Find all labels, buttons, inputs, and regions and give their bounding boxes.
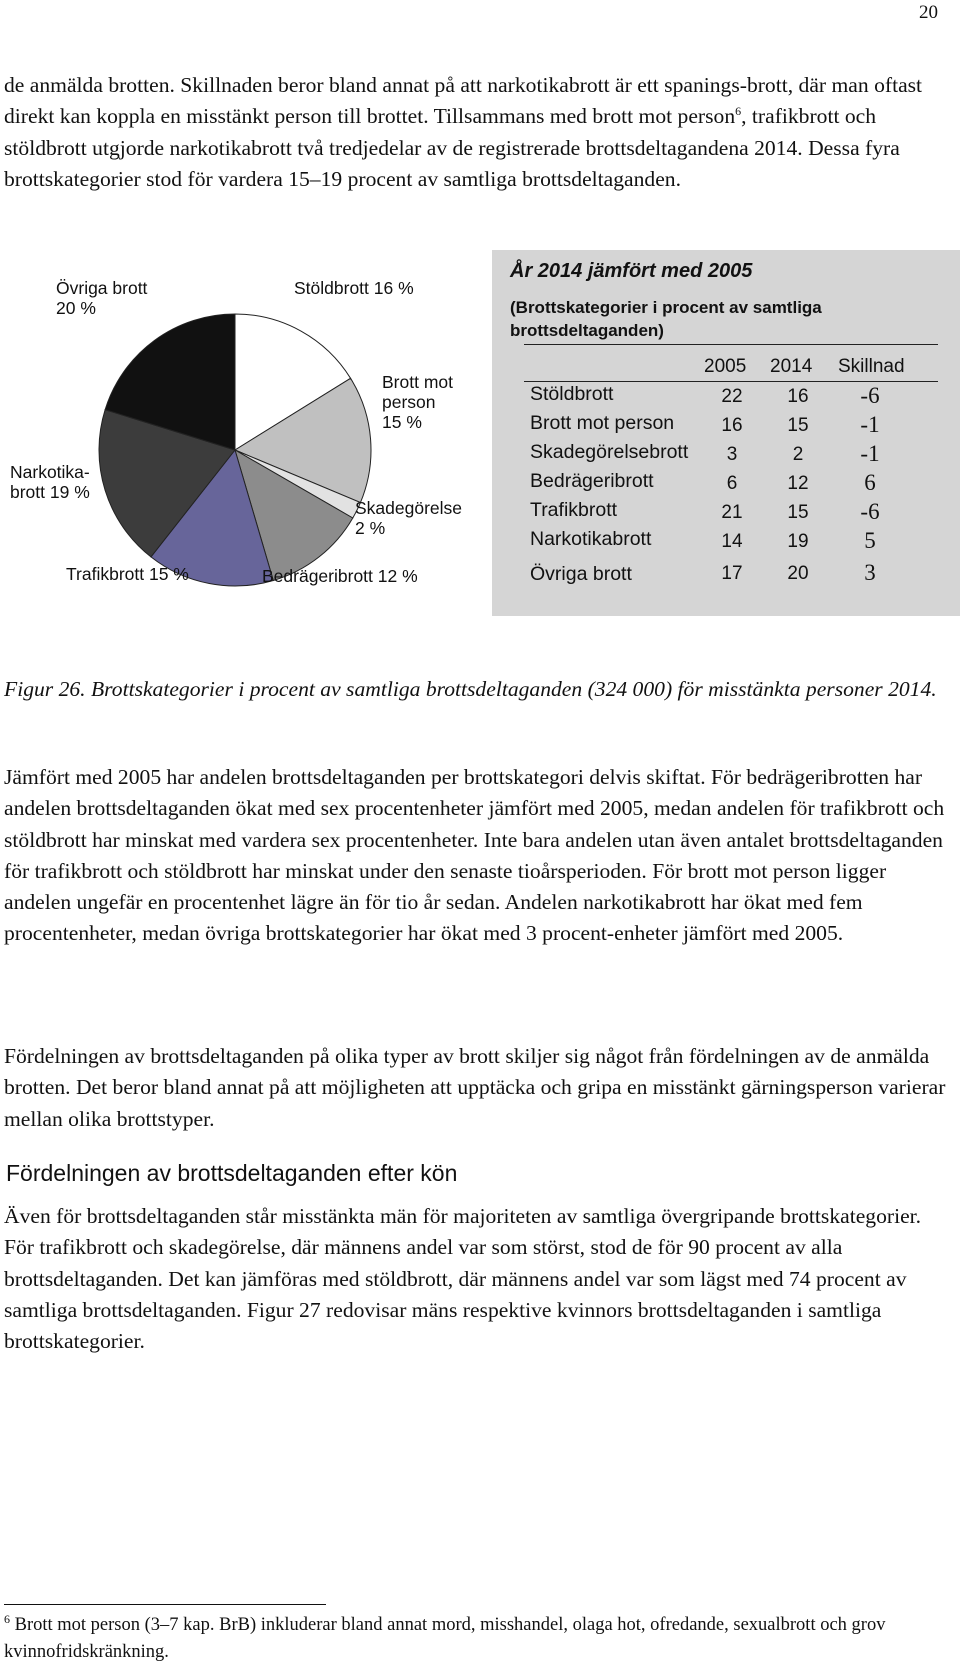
header-2014: 2014 [770, 356, 813, 377]
pie-slices [99, 314, 371, 586]
pie-label-line: Övriga brott [56, 278, 148, 298]
pie-label-line: person [382, 392, 436, 412]
table-top-rule [524, 344, 938, 345]
row-label-skadegorelsebrott: Skadegörelsebrott [530, 441, 689, 463]
row-label-stoldbrott: Stöldbrott [530, 383, 614, 405]
figure-caption: Figur 26. Brottskategorier i procent av samtliga brottsdeltaganden (324 000) för misstänkta personer 2014. [4, 677, 937, 701]
paragraph-comparison: Jämfört med 2005 har andelen brottsdeltaganden per brottskategori delvis skiftat. För bedrägeribrotten har andelen brottsdeltaganden ökat med sex procentenheter jämfört med 2005, medan andelen för trafikbrott och stöldbrott har minskat med vardera sex procentenheter. Inte bara andelen utan även antalet brottsdeltaganden för trafikbrott och stöldbrott har minskat under den senaste tioårsperioden. För brott mot person ligger andelen ungefär en procentenhet lägre än för tio år sedan. Andelen narkotikabrott har ökat med fem procentenheter, medan övriga brottskategorier har ökat med 3 procent-enheter jämfört med 2005. [4, 765, 945, 946]
cell-skillnad: 5 [864, 528, 876, 553]
cell-2005: 14 [721, 531, 743, 552]
paragraph-distribution: Fördelningen av brottsdeltaganden på olika typer av brott skiljer sig något från fördelningen av de anmälda brotten. Det beror bland annat på att möjligheten att upptäcka och gripa en misstänkt gärningsperson varierar mellan olika brottstyper. [4, 1044, 946, 1131]
header-skillnad: Skillnad [838, 356, 905, 377]
table-header-rule [524, 381, 938, 382]
pie-label-4 [66, 564, 189, 584]
footnote-rule [4, 1604, 326, 1605]
cell-skillnad: -1 [860, 412, 880, 437]
cell-2014: 16 [787, 386, 809, 407]
cell-2014: 15 [787, 502, 809, 523]
footnote-text: Brott mot person (3–7 kap. BrB) inkluderar bland annat mord, misshandel, olaga hot, ofredande, sexualbrott och grov kvinnofridskränkning. [4, 1615, 886, 1662]
pie-label-0 [294, 278, 414, 298]
footnote [4, 1612, 948, 1666]
row-label-bedrageribrott: Bedrägeribrott [530, 470, 654, 492]
page-number: 20 [919, 2, 938, 23]
cell-2014: 15 [787, 415, 809, 436]
cell-2014: 19 [787, 531, 809, 552]
paragraph-intro [4, 70, 948, 195]
header-2005: 2005 [704, 356, 747, 377]
section-heading: Fördelningen av brottsdeltaganden efter kön [6, 1160, 458, 1186]
cell-skillnad: 3 [864, 560, 876, 585]
row-label-trafikbrott: Trafikbrott [530, 499, 618, 521]
cell-2005: 3 [726, 444, 738, 465]
pie-label-line: brott 19 % [10, 482, 90, 502]
pie-label-2 [355, 498, 462, 538]
cell-2005: 21 [721, 502, 743, 523]
cell-skillnad: 6 [864, 470, 876, 495]
pie-label-3 [262, 566, 418, 586]
pie-label-line: Bedrägeribrott 12 % [262, 566, 418, 586]
cell-2014: 20 [787, 563, 809, 584]
paragraph-gender: Även för brottsdeltaganden står misstänkta män för majoriteten av samtliga övergripande brottskategorier. För trafikbrott och skadegörelse, där männens andel var som störst, stod de för 90 procent av alla brottsdeltaganden. Det kan jämföras med stöldbrott, där männens andel var som lägst med 74 procent av samtliga brottsdeltaganden. Figur 27 redovisar mäns respektive kvinnors brottsdeltaganden i samtliga brottskategorier. [4, 1204, 922, 1354]
pie-label-line: 20 % [56, 298, 96, 318]
cell-skillnad: -6 [860, 383, 880, 408]
pie-label-line: Stöldbrott 16 % [294, 278, 414, 298]
pie-label-1 [382, 372, 453, 432]
cell-2005: 16 [721, 415, 743, 436]
cell-2005: 22 [721, 386, 743, 407]
pie-label-line: Skadegörelse [355, 498, 463, 518]
cell-skillnad: -1 [860, 441, 880, 466]
pie-chart [0, 268, 490, 608]
cell-skillnad: -6 [860, 499, 880, 524]
cell-2014: 2 [792, 444, 804, 465]
cell-2005: 6 [726, 473, 738, 494]
paragraph-intro-text-a: de anmälda brotten. Skillnaden beror bland annat på att narkotikabrott är ett spanings-brott, där man oftast direkt kan koppla en misstänkt person till brottet. Tillsammans med brott mot person [4, 73, 923, 129]
pie-label-6 [56, 278, 148, 318]
table-subtitle: (Brottskategorier i procent av samtliga brottsdeltaganden) [510, 298, 822, 340]
pie-label-line: Trafikbrott 15 % [66, 564, 189, 584]
table-title: År 2014 jämfört med 2005 [510, 260, 753, 282]
comparison-table [492, 250, 960, 616]
footnote-reference[interactable]: 6 [735, 104, 742, 119]
row-label-brott-mot-person: Brott mot person [530, 412, 675, 434]
row-label-ovriga-brott: Övriga brott [530, 563, 632, 585]
row-label-narkotikabrott: Narkotikabrott [530, 528, 652, 550]
pie-label-line: Narkotika- [10, 462, 90, 482]
cell-2014: 12 [787, 473, 809, 494]
paragraph-intro-text-b: , trafikbrott och stöldbrott utgjorde narkotikabrott två tredjedelar av de registrerade brottsdeltagandena 2014. Dessa fyra brottskategorier stod för vardera 15–19 procent av samtliga brottsdeltaganden. [4, 104, 900, 191]
pie-label-line: 2 % [355, 518, 386, 538]
cell-2005: 17 [721, 563, 743, 584]
footnote-number: 6 [4, 1611, 10, 1626]
pie-label-line: Brott mot [382, 372, 453, 392]
pie-label-5 [10, 462, 90, 502]
pie-label-line: 15 % [382, 412, 422, 432]
